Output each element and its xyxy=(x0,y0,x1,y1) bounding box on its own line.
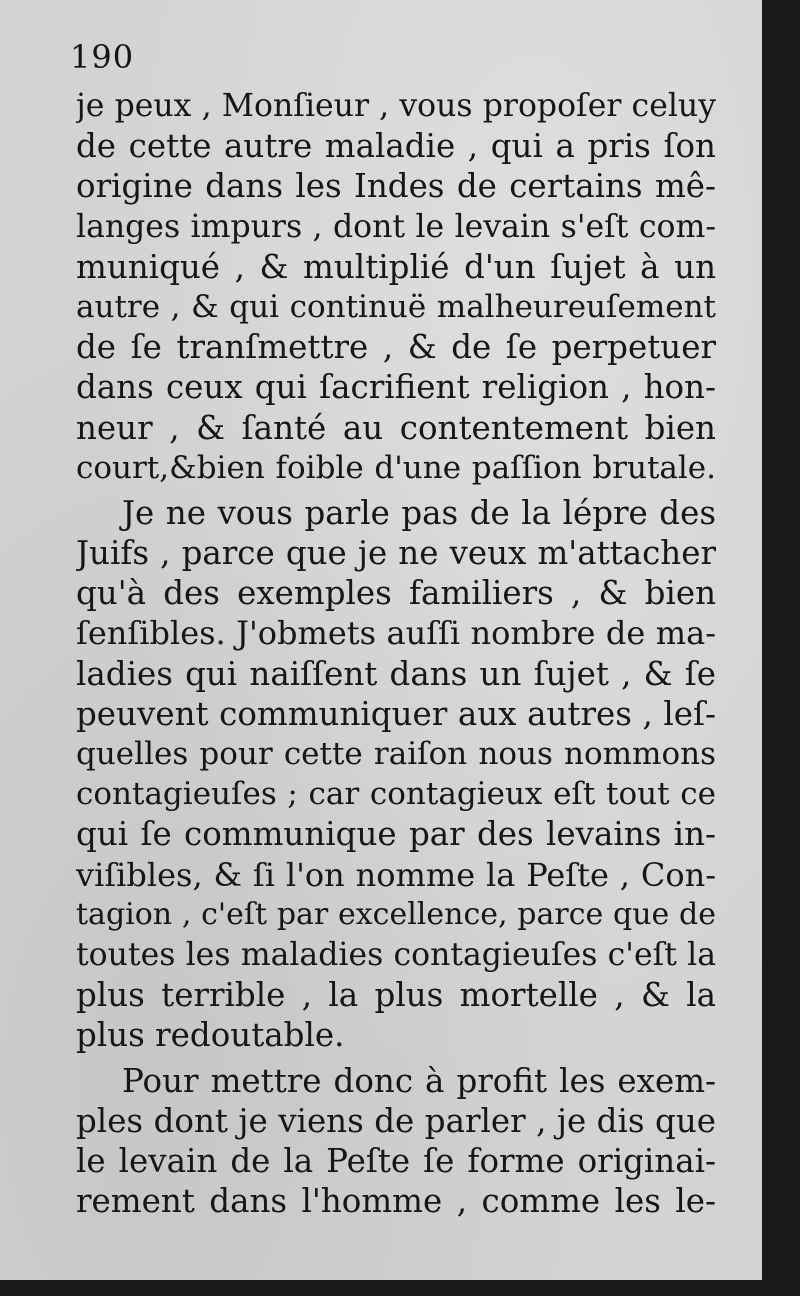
text-line: ples dont je viens de parler , je dis que xyxy=(76,1101,716,1140)
text-line: je peux , Monſieur , vous propoſer celuy xyxy=(76,88,716,124)
page-text xyxy=(76,86,716,1221)
text-line: le levain de la Peſte ſe forme originai- xyxy=(76,1141,716,1180)
text-line: tagion , c'eſt par excellence, parce que de xyxy=(76,896,716,932)
text-line: Juifs , parce que je ne veux m'attacher xyxy=(76,534,716,573)
text-line: neur , & ſanté au contentement bien xyxy=(76,408,716,447)
text-line: qui ſe communique par des levains in- xyxy=(76,815,716,854)
text-line: plus terrible , la plus mortelle , & la xyxy=(76,976,716,1015)
text-line: qu'à des exemples familiers , & bien xyxy=(76,574,716,613)
text-line: dans ceux qui ſacrifient religion , hon- xyxy=(76,368,716,407)
text-line: viſibles, & ſi l'on nomme la Peſte , Con- xyxy=(76,855,716,894)
text-line: langes impurs , dont le levain s'eſt com- xyxy=(76,208,716,245)
text-line: de cette autre maladie , qui a pris ſon xyxy=(76,127,716,166)
text-line: de ſe tranſmettre , & de ſe perpetuer xyxy=(76,328,716,367)
text-line: quelles pour cette raiſon nous nommons xyxy=(76,736,716,772)
text-line: peuvent communiquer aux autres , leſ- xyxy=(76,694,716,733)
text-line: ladies qui naiſſent dans un ſujet , & ſe xyxy=(76,654,716,693)
text-line: toutes les maladies contagieuſes c'eſt la xyxy=(76,936,716,973)
text-line: rement dans l'homme , comme les le- xyxy=(76,1182,716,1221)
scan-shadow-bottom xyxy=(0,1280,800,1296)
text-line: autre , & qui continuë malheureuſement xyxy=(76,288,716,325)
text-line: Je ne vous parle pas de la lépre des xyxy=(122,493,716,532)
text-line: court,&bien foible d'une paſſion brutale. xyxy=(76,449,716,486)
text-line: origine dans les Indes de certains mê- xyxy=(76,167,716,206)
text-line: plus redoutable. xyxy=(76,1016,345,1055)
text-line: muniqué , & multiplié d'un ſujet à un xyxy=(76,247,716,286)
text-line: Pour mettre donc à profit les exem- xyxy=(122,1061,716,1100)
scan-shadow-right xyxy=(762,0,800,1296)
page-number: 190 xyxy=(70,38,135,76)
text-line: ſenſibles. J'obmets auſſi nombre de ma- xyxy=(76,614,716,653)
text-line: contagieuſes ; car contagieux eſt tout ce xyxy=(76,776,716,813)
